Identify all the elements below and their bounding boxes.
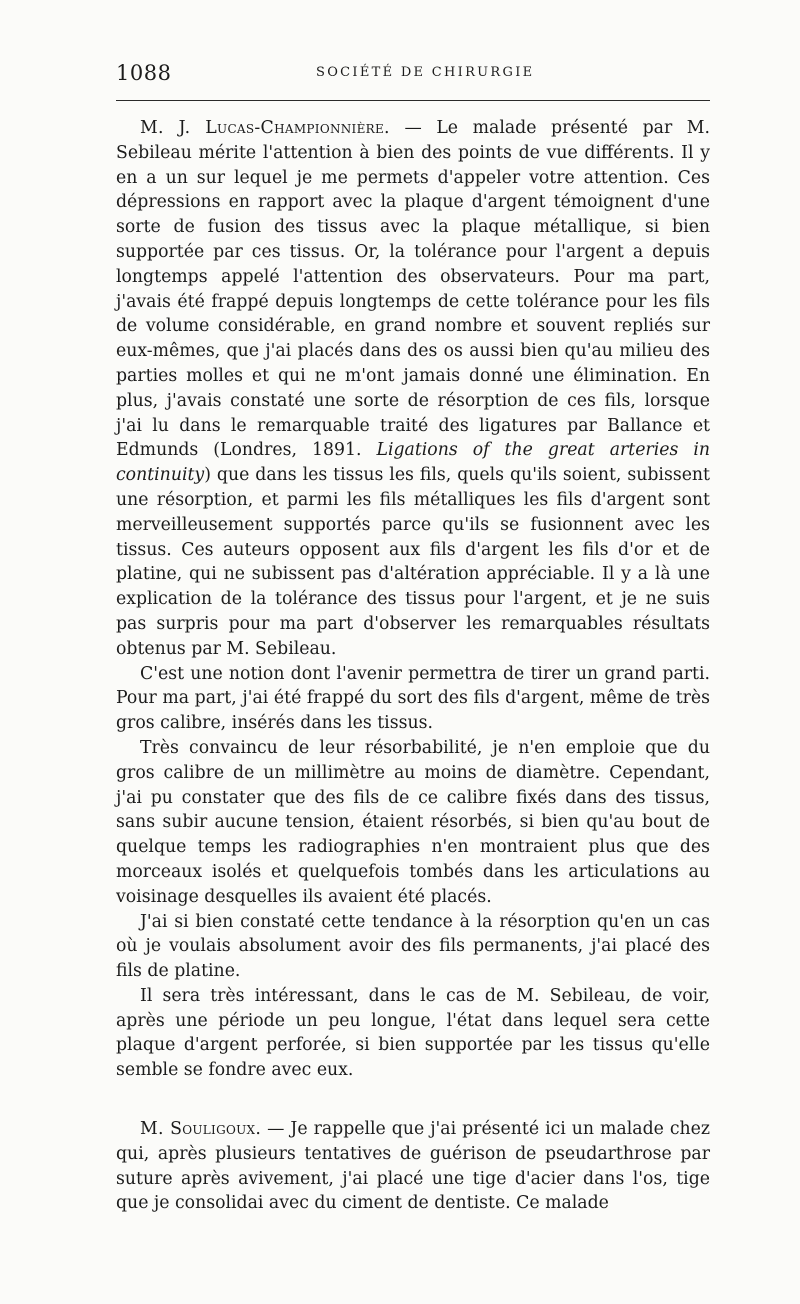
paragraph: C'est une notion dont l'avenir permettra de tirer un grand parti. Pour ma part, j'ai été frappé du sort des fils d'argent, même de très gros calibre, insérés dans les tissus. (116, 663, 710, 734)
paragraph-lucas-championniere (116, 116, 710, 662)
paragraph: J'ai si bien constaté cette tendance à la résorption qu'en un cas où je voulais absolument avoir des fils permanents, j'ai placé des fils de platine. (116, 911, 710, 982)
paragraph-text: — Je rappelle que j'ai présenté ici un malade chez qui, après plusieurs tentatives de guérison de pseudarthrose par suture après avivement, j'ai placé une tige d'acier dans l'os, tige que je consolidai avec du ciment de dentiste. Ce malade (116, 1119, 710, 1214)
speaker-name: M. Souligoux. (140, 1119, 262, 1140)
page-body (116, 116, 710, 1216)
paragraph-text: ) que dans les tissus les fils, quels qu'ils soient, subissent une résorption, et parmi les fils métalliques les fils d'argent sont merveilleusement supportés parce qu'ils se fusionnent avec les tissus. Ces auteurs opposent aux fils d'argent les fils d'or et de platine, qui ne subissent pas d'altération appréciable. Il y a là une explication de la tolérance des tissus pour l'argent, et je ne suis pas surpris pour ma part d'observer les remarquables résultats obtenus par M. Sebileau. (116, 465, 710, 659)
cited-work-title: Ligations of the great arteries in continuity (116, 440, 710, 486)
speaker-name: M. J. Lucas-Championnière. (140, 118, 390, 138)
paragraph: Très convaincu de leur résorbabilité, je n'en emploie que du gros calibre de un millimètre au moins de diamètre. Cependant, j'ai pu constater que des fils de ce calibre fixés dans des tissus, sans subir aucune tension, étaient résorbés, si bien qu'au bout de quelque temps les radiographies n'en montraient plus que des morceaux isolés et quelquefois tombés dans les articulations au voisinage desquelles ils avaient été placés. (116, 737, 710, 907)
running-head (116, 60, 710, 88)
paragraph: Il sera très intéressant, dans le cas de M. Sebileau, de voir, après une période un peu longue, l'état dans lequel sera cette plaque d'argent perforée, si bien supportée par les tissus qu'elle semble se fondre avec eux. (116, 985, 710, 1081)
paragraph-text: — Le malade présenté par M. Sebileau mérite l'attention à bien des points de vue différents. Il y en a un sur lequel je me permets d'appeler votre attention. Ces dépressions en rapport avec la plaque d'argent témoignent d'une sorte de fusion des tissus avec la plaque métallique, si bien supportée par ces tissus. Or, la tolérance pour l'argent a depuis longtemps appelé l'attention des observateurs. Pour ma part, j'avais été frappé depuis longtemps de cette tolérance pour les fils de volume considérable, en grand nombre et souvent repliés sur eux-mêmes, que j'ai placés dans des os aussi bien qu'au milieu des parties molles et qui ne m'ont jamais donné une élimination. En plus, j'avais constaté une sorte de résorption de ces fils, lorsque j'ai lu dans le remarquable traité des ligatures par Ballance et Edmunds (Londres, 1891. (116, 118, 710, 461)
paragraph-souligoux (116, 1117, 710, 1216)
journal-title: SOCIÉTÉ DE CHIRURGIE (316, 65, 535, 80)
page-number: 1088 (116, 61, 172, 85)
header-rule (116, 100, 710, 101)
section-gap (116, 1083, 710, 1117)
